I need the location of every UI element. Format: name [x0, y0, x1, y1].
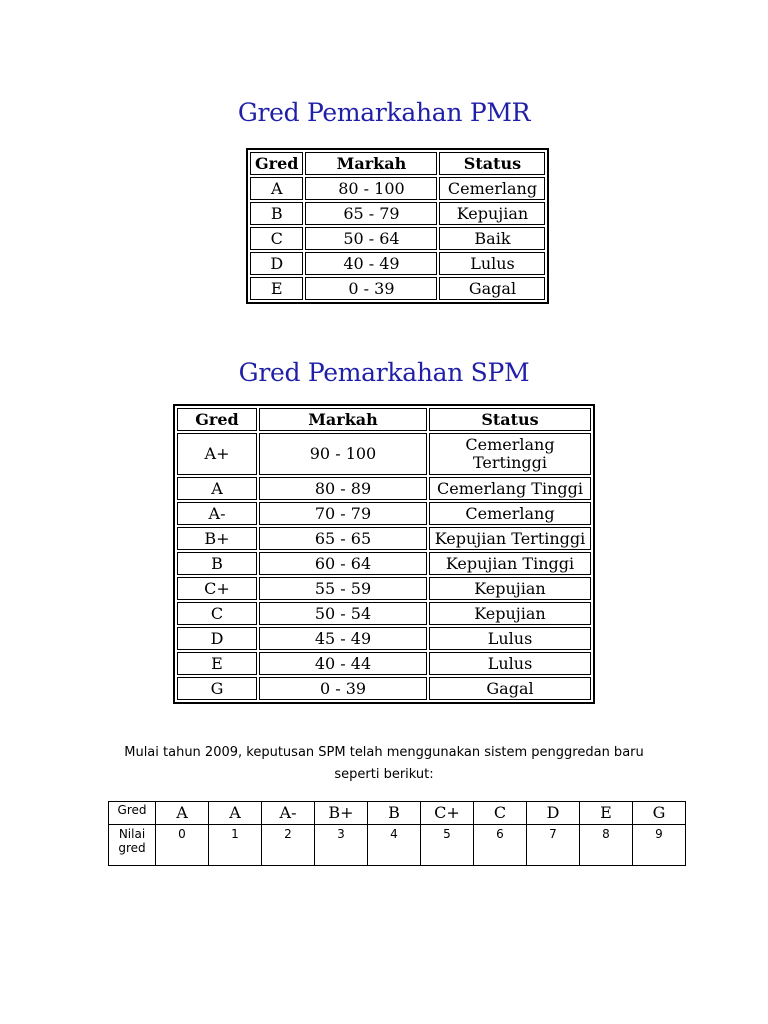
grade-cell: B — [368, 802, 421, 825]
table-row — [250, 177, 545, 200]
grade-cell: C+ — [421, 802, 474, 825]
table-row — [177, 477, 591, 500]
mark-range-cell: 65 - 65 — [259, 527, 427, 550]
grade-row-label: Gred — [109, 802, 156, 825]
mark-range-cell: 50 - 64 — [305, 227, 437, 250]
grade-value-table — [108, 801, 686, 866]
grade-cell: B — [177, 552, 257, 575]
grade-cell: C — [474, 802, 527, 825]
grade-cell: B+ — [315, 802, 368, 825]
table-row — [250, 277, 545, 300]
pmr-title: Gred Pemarkahan PMR — [237, 98, 531, 127]
table-row — [177, 552, 591, 575]
table-header-row — [250, 152, 545, 175]
mark-range-cell: 40 - 44 — [259, 652, 427, 675]
mark-range-cell: 0 - 39 — [305, 277, 437, 300]
status-cell: Cemerlang — [429, 502, 591, 525]
grade-cell: B — [250, 202, 303, 225]
table-row — [177, 502, 591, 525]
status-cell: Kepujian Tertinggi — [429, 527, 591, 550]
note-line-2: seperti berikut: — [334, 767, 434, 782]
mark-range-cell: 80 - 100 — [305, 177, 437, 200]
mark-range-cell: 45 - 49 — [259, 627, 427, 650]
grade-cell: A — [209, 802, 262, 825]
table-row — [177, 527, 591, 550]
header-gred: Gred — [250, 152, 303, 175]
grade-value-cell: 0 — [156, 825, 209, 866]
status-cell: Kepujian Tinggi — [429, 552, 591, 575]
grade-cell: G — [177, 677, 257, 700]
grade-cell: D — [527, 802, 580, 825]
status-cell: Baik — [439, 227, 545, 250]
status-cell: Kepujian — [429, 602, 591, 625]
grade-value-row-label: Nilai gred — [109, 825, 156, 866]
grade-cell: A — [177, 477, 257, 500]
spm-title: Gred Pemarkahan SPM — [238, 358, 530, 387]
mark-range-cell: 0 - 39 — [259, 677, 427, 700]
table-row — [177, 677, 591, 700]
status-cell: Lulus — [439, 252, 545, 275]
grade-cell: A — [250, 177, 303, 200]
grade-cell: A- — [177, 502, 257, 525]
grade-cell: B+ — [177, 527, 257, 550]
grade-cell: C — [177, 602, 257, 625]
grade-cell: A+ — [177, 433, 257, 475]
table-header-row — [177, 408, 591, 431]
grade-row — [109, 802, 686, 825]
note-line-1: Mulai tahun 2009, keputusan SPM telah menggunakan sistem penggredan baru — [124, 745, 644, 760]
mark-range-cell: 70 - 79 — [259, 502, 427, 525]
status-cell: Gagal — [429, 677, 591, 700]
table-row — [250, 227, 545, 250]
table-row — [177, 602, 591, 625]
status-cell: Kepujian — [429, 577, 591, 600]
grade-cell: D — [177, 627, 257, 650]
grade-cell: E — [580, 802, 633, 825]
status-cell: Lulus — [429, 627, 591, 650]
grade-cell: E — [250, 277, 303, 300]
status-cell: Gagal — [439, 277, 545, 300]
grade-value-cell: 9 — [633, 825, 686, 866]
grade-value-cell: 3 — [315, 825, 368, 866]
mark-range-cell: 65 - 79 — [305, 202, 437, 225]
mark-range-cell: 50 - 54 — [259, 602, 427, 625]
table-row — [177, 627, 591, 650]
table-row — [177, 652, 591, 675]
mark-range-cell: 80 - 89 — [259, 477, 427, 500]
mark-range-cell: 60 - 64 — [259, 552, 427, 575]
grade-value-cell: 7 — [527, 825, 580, 866]
status-cell: Cemerlang Tertinggi — [429, 433, 591, 475]
mark-range-cell: 40 - 49 — [305, 252, 437, 275]
new-grading-note — [0, 742, 768, 786]
grade-value-cell: 1 — [209, 825, 262, 866]
grade-value-cell: 6 — [474, 825, 527, 866]
status-cell: Cemerlang Tinggi — [429, 477, 591, 500]
grade-value-cell: 2 — [262, 825, 315, 866]
table-row — [177, 433, 591, 475]
grade-cell: C+ — [177, 577, 257, 600]
header-status: Status — [439, 152, 545, 175]
status-cell: Kepujian — [439, 202, 545, 225]
grade-cell: C — [250, 227, 303, 250]
grade-cell: A- — [262, 802, 315, 825]
grade-value-cell: 5 — [421, 825, 474, 866]
header-markah: Markah — [259, 408, 427, 431]
table-row — [250, 252, 545, 275]
grade-cell: D — [250, 252, 303, 275]
grade-value-row — [109, 825, 686, 866]
header-gred: Gred — [177, 408, 257, 431]
table-row — [177, 577, 591, 600]
grade-value-cell: 8 — [580, 825, 633, 866]
spm-grade-table — [173, 404, 595, 704]
header-markah: Markah — [305, 152, 437, 175]
status-cell: Cemerlang — [439, 177, 545, 200]
mark-range-cell: 90 - 100 — [259, 433, 427, 475]
table-row — [250, 202, 545, 225]
grade-value-cell: 4 — [368, 825, 421, 866]
grade-cell: E — [177, 652, 257, 675]
grade-cell: G — [633, 802, 686, 825]
grade-cell: A — [156, 802, 209, 825]
mark-range-cell: 55 - 59 — [259, 577, 427, 600]
status-cell: Lulus — [429, 652, 591, 675]
header-status: Status — [429, 408, 591, 431]
pmr-grade-table — [246, 148, 549, 304]
